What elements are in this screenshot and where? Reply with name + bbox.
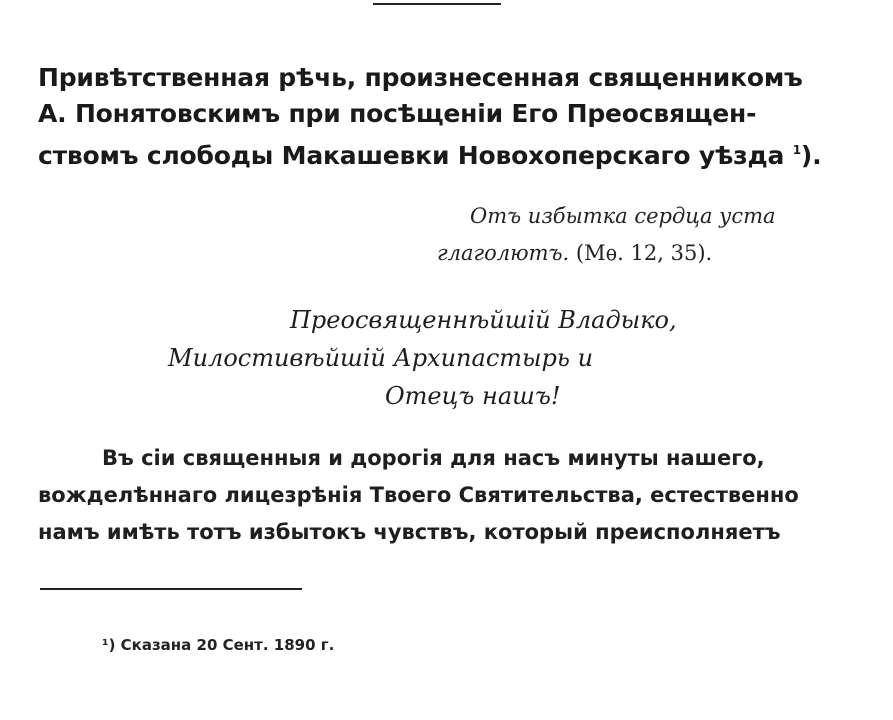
body-line-2: вожделѣннаго лицезрѣнія Твоего Святительства, естественно [38,483,799,507]
body-line-3: намъ имѣть тотъ избытокъ чувствъ, который преисполняетъ [38,520,781,544]
salutation-line-2: Милостивѣйшій Архипастырь и [168,344,594,372]
speech-title [38,60,858,174]
epigraph [437,198,850,272]
title-line-1: Привѣтственная рѣчь, произнесенная священникомъ [38,63,803,92]
title-line-3-tail: ). [800,141,822,170]
footnote: ¹) Сказана 20 Сент. 1890 г. [102,636,335,654]
body-line-1: Въ сіи священныя и дорогія для насъ минуты нашего, [102,446,765,470]
footnote-rule [40,588,302,590]
top-rule [373,3,501,5]
epigraph-line-2 [437,235,850,272]
epigraph-line-2-text: глаголютъ. [437,241,570,265]
salutation-line-1: Преосвященнѣйшій Владыко, [290,306,677,334]
title-line-3 [38,132,858,174]
epigraph-line-1: Отъ избытка сердца уста [470,204,776,228]
body-paragraph [38,440,838,551]
title-line-2: А. Понятовскимъ при посѣщеніи Его Преосвящен- [38,99,757,128]
scripture-reference: (Мѳ. 12, 35). [569,241,713,265]
footnote-marker: 1 [792,143,801,157]
title-line-3-text: ствомъ слободы Макашевки Новохоперскаго уѣзда [38,141,785,170]
salutation-line-3: Отецъ нашъ! [385,382,561,410]
